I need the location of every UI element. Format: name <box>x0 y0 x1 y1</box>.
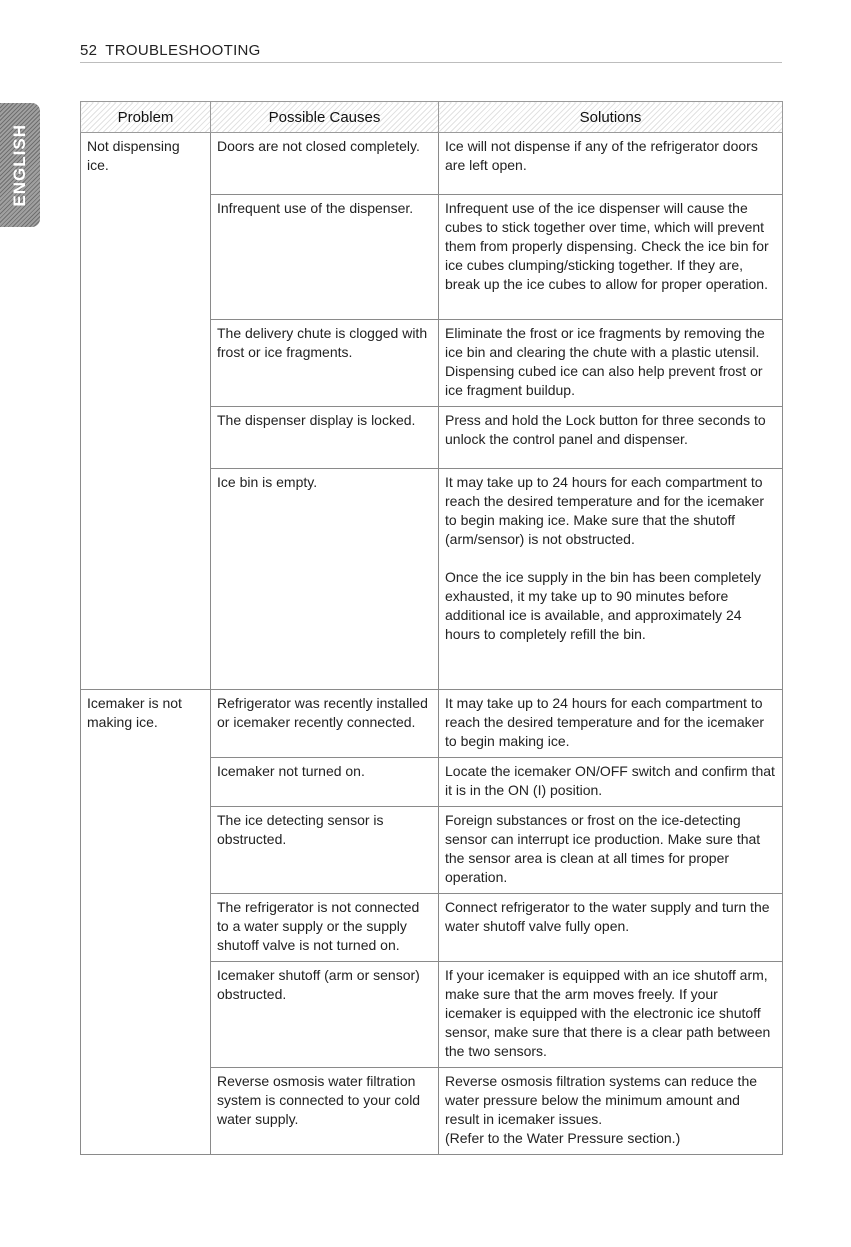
cause-cell: The delivery chute is clogged with frost or ice fragments. <box>211 320 439 407</box>
table-row <box>81 133 783 195</box>
problem-cell: Icemaker is not making ice. <box>81 690 211 1155</box>
solution-cell: Ice will not dispense if any of the refrigerator doors are left open. <box>439 133 783 195</box>
column-header-causes: Possible Causes <box>211 102 439 133</box>
language-tab <box>0 103 40 227</box>
column-header-solutions: Solutions <box>439 102 783 133</box>
cause-cell: Icemaker shutoff (arm or sensor) obstructed. <box>211 962 439 1068</box>
solution-cell: It may take up to 24 hours for each compartment to reach the desired temperature and for the icemaker to begin making ice. <box>439 690 783 758</box>
cause-cell: The refrigerator is not connected to a water supply or the supply shutoff valve is not turned on. <box>211 894 439 962</box>
cause-cell: Refrigerator was recently installed or icemaker recently connected. <box>211 690 439 758</box>
cause-cell: The dispenser display is locked. <box>211 407 439 469</box>
solution-cell: Locate the icemaker ON/OFF switch and confirm that it is in the ON (I) position. <box>439 758 783 807</box>
cause-cell: Ice bin is empty. <box>211 469 439 690</box>
solution-cell: Eliminate the frost or ice fragments by removing the ice bin and clearing the chute with a plastic utensil. Dispensing cubed ice can also help prevent frost or ice fragment buildup. <box>439 320 783 407</box>
cause-cell: Reverse osmosis water filtration system is connected to your cold water supply. <box>211 1068 439 1155</box>
solution-cell: Press and hold the Lock button for three seconds to unlock the control panel and dispenser. <box>439 407 783 469</box>
language-tab-label: ENGLISH <box>10 123 29 207</box>
cause-cell: The ice detecting sensor is obstructed. <box>211 807 439 894</box>
troubleshooting-table <box>80 101 783 1155</box>
page-number: 52 <box>80 42 98 59</box>
cause-cell: Icemaker not turned on. <box>211 758 439 807</box>
table-header-row <box>81 102 783 133</box>
problem-cell: Not dispensing ice. <box>81 133 211 690</box>
cause-cell: Infrequent use of the dispenser. <box>211 195 439 320</box>
solution-cell: If your icemaker is equipped with an ice shutoff arm, make sure that the arm moves freely. If your icemaker is equipped with the electronic ice shutoff sensor, make sure that there is a clear path between the two sensors. <box>439 962 783 1068</box>
solution-cell: It may take up to 24 hours for each compartment to reach the desired temperature and for the icemaker to begin making ice. Make sure that the shutoff (arm/sensor) is not obstructed. Once the ice supply in the bin has been completely exhausted, it my take up to 90 minutes before additional ice is available, and approximately 24 hours to completely refill the bin. <box>439 469 783 690</box>
page-header <box>80 42 782 63</box>
section-title: TROUBLESHOOTING <box>105 42 261 59</box>
solution-cell: Foreign substances or frost on the ice-detecting sensor can interrupt ice production. Make sure that the sensor area is clean at all times for proper operation. <box>439 807 783 894</box>
column-header-problem: Problem <box>81 102 211 133</box>
solution-cell: Connect refrigerator to the water supply and turn the water shutoff valve fully open. <box>439 894 783 962</box>
cause-cell: Doors are not closed completely. <box>211 133 439 195</box>
solution-cell: Reverse osmosis filtration systems can reduce the water pressure below the minimum amount and result in icemaker issues. (Refer to the Water Pressure section.) <box>439 1068 783 1155</box>
table-row <box>81 690 783 758</box>
solution-cell: Infrequent use of the ice dispenser will cause the cubes to stick together over time, which will prevent them from properly dispensing. Check the ice bin for ice cubes clumping/sticking together. If they are, break up the ice cubes to allow for proper operation. <box>439 195 783 320</box>
